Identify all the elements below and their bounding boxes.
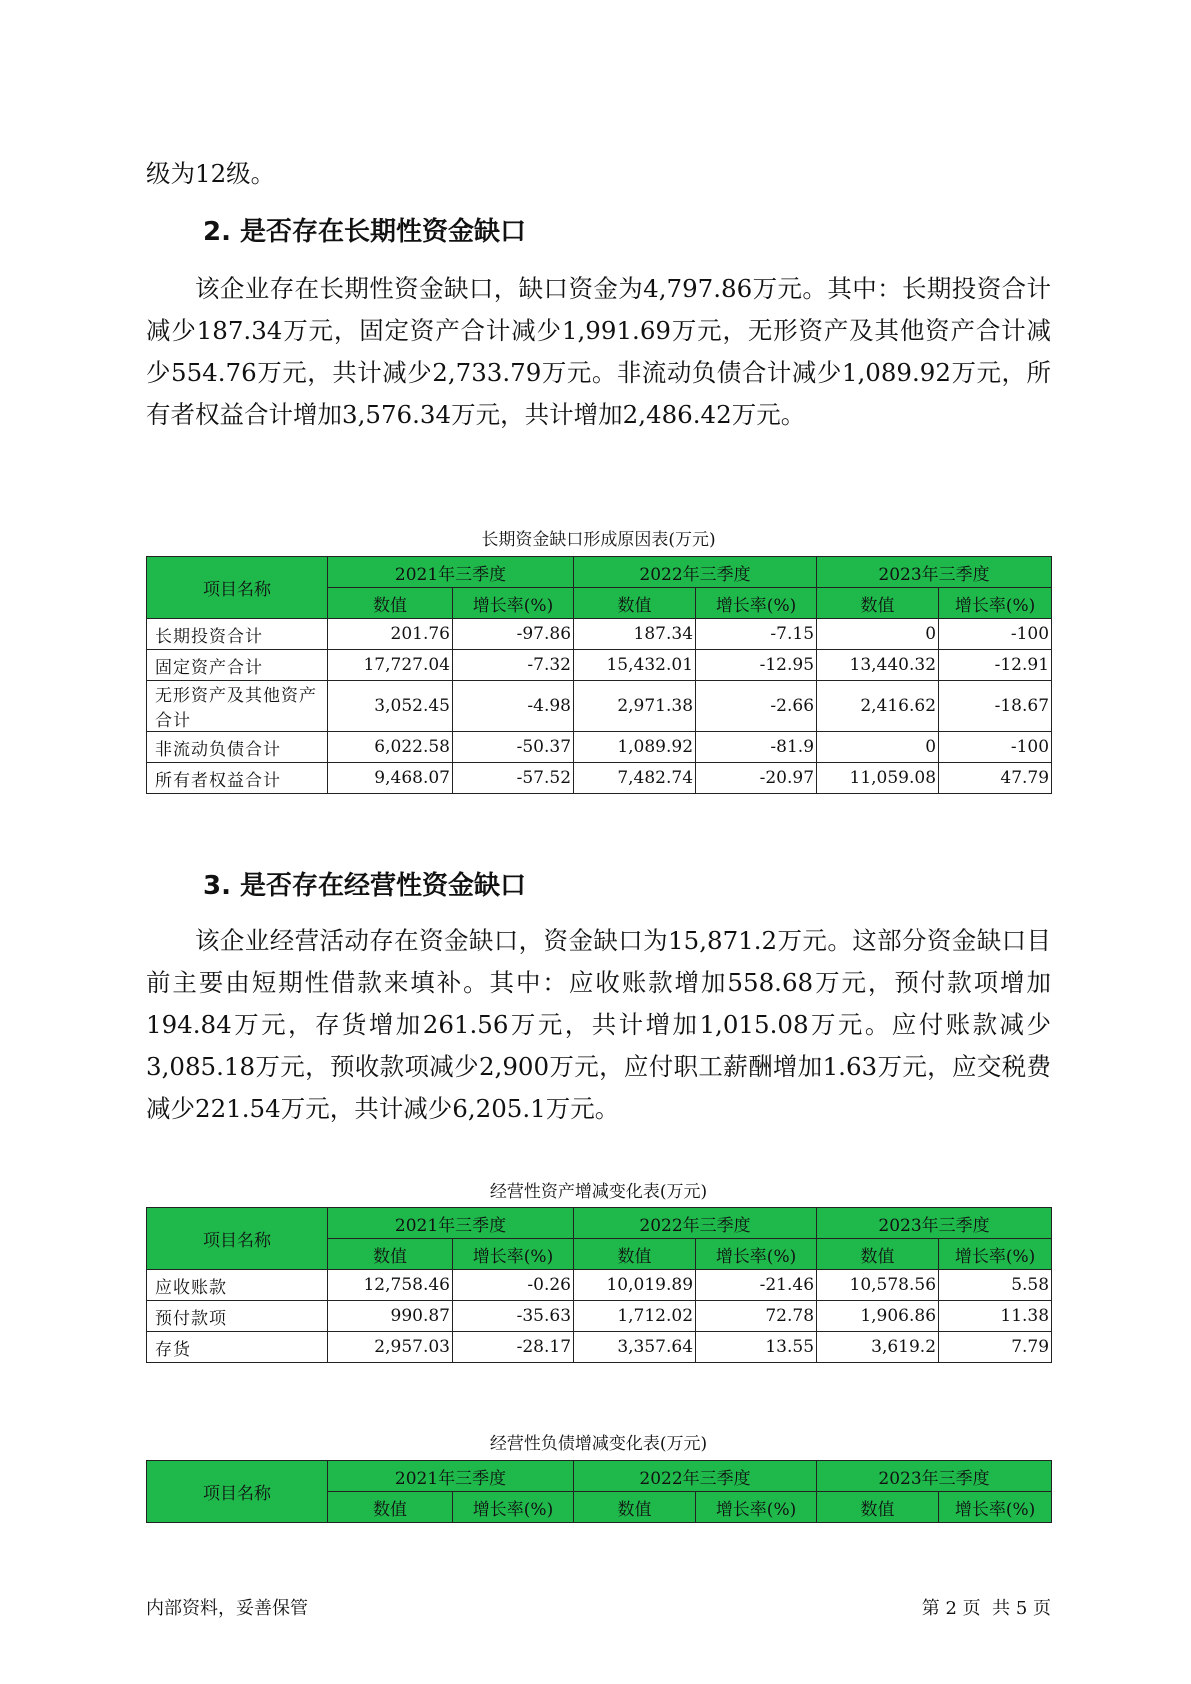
table-cell: -81.9 xyxy=(696,732,817,763)
table2-subheader: 增长率(%) xyxy=(696,1239,817,1270)
table1-subheader: 数值 xyxy=(574,588,696,619)
section3-paragraph: 该企业经营活动存在资金缺口，资金缺口为15,871.2万元。这部分资金缺口目前主要由短期性借款来填补。其中：应收账款增加558.68万元，预付款项增加194.84万元，存货增加261.56万元，共计增加1,015.08万元。应付账款减少3,085.18万元，预收款项减少2,900万元，应付职工薪酬增加1.63万元，应交税费减少221.54万元，共计减少6,205.1万元。 xyxy=(146,926,1051,1123)
table-cell: 3,052.45 xyxy=(328,681,453,732)
table1-subheader: 增长率(%) xyxy=(696,588,817,619)
table-cell: -7.32 xyxy=(453,650,574,681)
table2-subheader: 数值 xyxy=(328,1239,453,1270)
table-cell: -50.37 xyxy=(453,732,574,763)
table1-period: 2023年三季度 xyxy=(817,557,1052,588)
table-cell: -20.97 xyxy=(696,763,817,794)
table1-period: 2022年三季度 xyxy=(574,557,817,588)
table3-subheader: 数值 xyxy=(817,1492,939,1523)
table-cell: 2,416.62 xyxy=(817,681,939,732)
table-row xyxy=(147,681,1052,732)
table-cell: 1,906.86 xyxy=(817,1301,939,1332)
section2-heading: 2. 是否存在长期性资金缺口 xyxy=(203,217,527,247)
row-label: 固定资产合计 xyxy=(147,650,328,681)
row-label: 非流动负债合计 xyxy=(147,732,328,763)
table1-subheader: 数值 xyxy=(817,588,939,619)
table1-period: 2021年三季度 xyxy=(328,557,574,588)
table-cell: 47.79 xyxy=(939,763,1052,794)
table-cell: 11,059.08 xyxy=(817,763,939,794)
table-cell: 12,758.46 xyxy=(328,1270,453,1301)
table-cell: 990.87 xyxy=(328,1301,453,1332)
table2-period: 2021年三季度 xyxy=(328,1208,574,1239)
table-cell: -100 xyxy=(939,732,1052,763)
table-cell: 10,578.56 xyxy=(817,1270,939,1301)
table-cell: 13.55 xyxy=(696,1332,817,1363)
table2-caption: 经营性资产增减变化表(万元) xyxy=(489,1182,708,1202)
table-cell: -7.15 xyxy=(696,619,817,650)
table1-subheader: 增长率(%) xyxy=(453,588,574,619)
table-cell: -12.95 xyxy=(696,650,817,681)
table-cell: 17,727.04 xyxy=(328,650,453,681)
long-term-gap-table xyxy=(146,556,1052,794)
section3-heading: 3. 是否存在经营性资金缺口 xyxy=(203,871,527,901)
table2-period: 2022年三季度 xyxy=(574,1208,817,1239)
table-cell: -57.52 xyxy=(453,763,574,794)
table-cell: 187.34 xyxy=(574,619,696,650)
table2-header-item: 项目名称 xyxy=(147,1208,328,1270)
table-cell: 201.76 xyxy=(328,619,453,650)
table-cell: 7,482.74 xyxy=(574,763,696,794)
table-cell: -2.66 xyxy=(696,681,817,732)
table2-period: 2023年三季度 xyxy=(817,1208,1052,1239)
table-cell: 2,971.38 xyxy=(574,681,696,732)
row-label: 预付款项 xyxy=(147,1301,328,1332)
table-cell: 2,957.03 xyxy=(328,1332,453,1363)
table-cell: 3,619.2 xyxy=(817,1332,939,1363)
table3-caption: 经营性负债增减变化表(万元) xyxy=(489,1434,708,1454)
table2-subheader: 增长率(%) xyxy=(939,1239,1052,1270)
table1-subheader: 数值 xyxy=(328,588,453,619)
table-cell: 10,019.89 xyxy=(574,1270,696,1301)
table-cell: 11.38 xyxy=(939,1301,1052,1332)
table-row xyxy=(147,1332,1052,1363)
table-cell: 72.78 xyxy=(696,1301,817,1332)
table3-subheader: 数值 xyxy=(328,1492,453,1523)
table-row xyxy=(147,650,1052,681)
intro-line: 级为12级。 xyxy=(146,159,276,188)
row-label: 存货 xyxy=(147,1332,328,1363)
table-cell: 13,440.32 xyxy=(817,650,939,681)
row-label: 长期投资合计 xyxy=(147,619,328,650)
footer-confidential: 内部资料，妥善保管 xyxy=(146,1598,308,1619)
table1-header-item: 项目名称 xyxy=(147,557,328,619)
row-label: 应收账款 xyxy=(147,1270,328,1301)
table-row xyxy=(147,1270,1052,1301)
table-row xyxy=(147,619,1052,650)
row-label: 所有者权益合计 xyxy=(147,763,328,794)
table-cell: -0.26 xyxy=(453,1270,574,1301)
table-cell: 7.79 xyxy=(939,1332,1052,1363)
table2-subheader: 数值 xyxy=(817,1239,939,1270)
table-cell: -97.86 xyxy=(453,619,574,650)
table3-subheader: 增长率(%) xyxy=(696,1492,817,1523)
table-cell: 5.58 xyxy=(939,1270,1052,1301)
operating-assets-table xyxy=(146,1207,1052,1363)
table-cell: 0 xyxy=(817,619,939,650)
table-cell: 9,468.07 xyxy=(328,763,453,794)
table-cell: -18.67 xyxy=(939,681,1052,732)
table1-subheader: 增长率(%) xyxy=(939,588,1052,619)
table2-subheader: 数值 xyxy=(574,1239,696,1270)
table3-subheader: 数值 xyxy=(574,1492,696,1523)
table-cell: -35.63 xyxy=(453,1301,574,1332)
table3-header-item: 项目名称 xyxy=(147,1461,328,1523)
table-cell: -12.91 xyxy=(939,650,1052,681)
table1-caption: 长期资金缺口形成原因表(万元) xyxy=(481,530,716,550)
table3-subheader: 增长率(%) xyxy=(939,1492,1052,1523)
table-cell: -21.46 xyxy=(696,1270,817,1301)
table3-period: 2022年三季度 xyxy=(574,1461,817,1492)
table-row xyxy=(147,732,1052,763)
table-row xyxy=(147,1301,1052,1332)
row-label: 无形资产及其他资产合计 xyxy=(147,681,328,732)
table-cell: 0 xyxy=(817,732,939,763)
table-cell: 15,432.01 xyxy=(574,650,696,681)
table-cell: -28.17 xyxy=(453,1332,574,1363)
table3-period: 2021年三季度 xyxy=(328,1461,574,1492)
table-cell: -4.98 xyxy=(453,681,574,732)
table3-subheader: 增长率(%) xyxy=(453,1492,574,1523)
table-row xyxy=(147,763,1052,794)
table3-period: 2023年三季度 xyxy=(817,1461,1052,1492)
table-cell: -100 xyxy=(939,619,1052,650)
table-cell: 6,022.58 xyxy=(328,732,453,763)
operating-liabilities-table xyxy=(146,1460,1052,1523)
section2-paragraph: 该企业存在长期性资金缺口，缺口资金为4,797.86万元。其中：长期投资合计减少187.34万元，固定资产合计减少1,991.69万元，无形资产及其他资产合计减少554.76万元，共计减少2,733.79万元。非流动负债合计减少1,089.92万元，所有者权益合计增加3,576.34万元，共计增加2,486.42万元。 xyxy=(146,274,1051,429)
table2-subheader: 增长率(%) xyxy=(453,1239,574,1270)
table-cell: 1,712.02 xyxy=(574,1301,696,1332)
table-cell: 3,357.64 xyxy=(574,1332,696,1363)
footer-page-number: 第 2 页 共 5 页 xyxy=(921,1598,1051,1619)
table-cell: 1,089.92 xyxy=(574,732,696,763)
